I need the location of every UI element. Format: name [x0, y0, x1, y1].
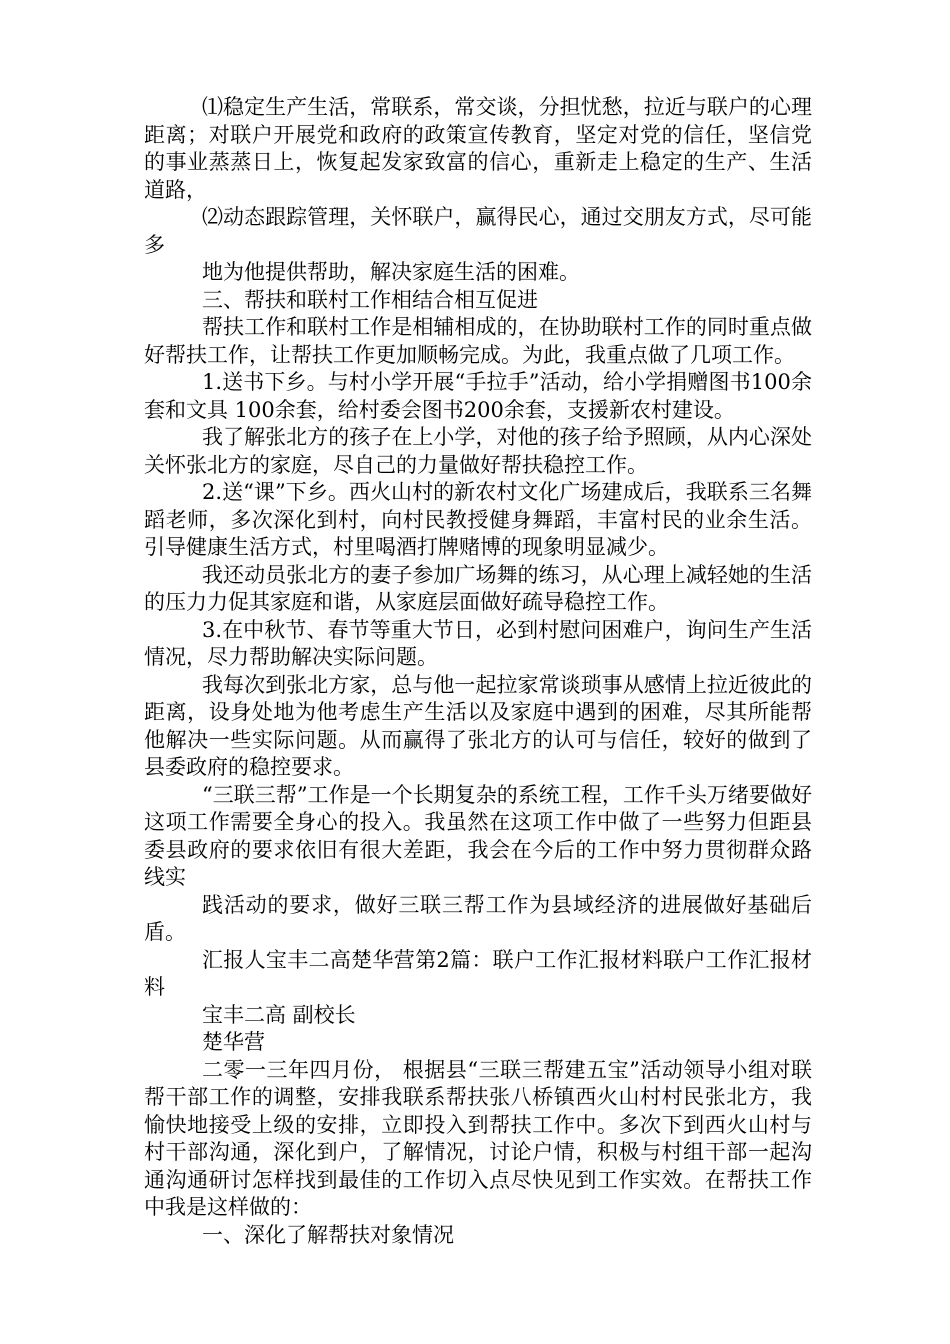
paragraph-12: “三联三帮”工作是一个长期复杂的系统工程，工作千头万绪要做好这项工作需要全身心的投入。我虽然在这项工作中做了一些努力但距县委县政府的要求依旧有很大差距，我会在今后的工作中努力贯彻群众路线实 [144, 782, 812, 889]
report-attribution: 汇报人宝丰二高楚华营第2篇：联户工作汇报材料联户工作汇报材料 [144, 947, 812, 999]
author-title: 宝丰二高 副校长 [202, 1002, 356, 1027]
paragraph-10: 3.在中秋节、春节等重大节日，必到村慰问困难户，询问生产生活情况，尽力帮助解决实际问题。 [144, 617, 812, 669]
paragraph-6: 1.送书下乡。与村小学开展“手拉手”活动，给小学捐赠图书100余套和文具 100余套，给村委会图书200余套，支援新农村建设。 [144, 370, 812, 422]
paragraph-13: 践活动的要求，做好三联三帮工作为县域经济的进展做好基础后盾。 [144, 892, 812, 944]
paragraph-3: 地为他提供帮助，解决家庭生活的困难。 [202, 260, 580, 284]
paragraph-7: 我了解张北方的孩子在上小学，对他的孩子给予照顾，从内心深处关怀张北方的家庭，尽自己的力量做好帮扶稳控工作。 [144, 425, 812, 477]
paragraph-9: 我还动员张北方的妻子参加广场舞的练习，从心理上减轻她的生活的压力力促其家庭和谐，从家庭层面做好疏导稳控工作。 [144, 562, 812, 614]
paragraph-5: 帮扶工作和联村工作是相辅相成的，在协助联村工作的同时重点做好帮扶工作，让帮扶工作更加顺畅完成。为此，我重点做了几项工作。 [144, 315, 812, 367]
paragraph-1: ⑴稳定生产生活，常联系，常交谈，分担忧愁，拉近与联户的心理距离；对联户开展党和政府的政策宣传教育，坚定对党的信任，坚信党的事业蒸蒸日上，恢复起发家致富的信心，重新走上稳定的生产、生活道路， [144, 95, 812, 202]
section-heading-1: 一、深化了解帮扶对象情况 [202, 1222, 454, 1247]
paragraph-2: ⑵动态跟踪管理，关怀联户，赢得民心，通过交朋友方式，尽可能多 [144, 205, 812, 257]
author-name: 楚华营 [202, 1030, 265, 1054]
paragraph-11: 我每次到张北方家，总与他一起拉家常谈琐事从感情上拉近彼此的距离，设身处地为他考虑生产生活以及家庭中遇到的困难，尽其所能帮他解决一些实际问题。从而赢得了张北方的认可与信任，较好的做到了县委政府的稳控要求。 [144, 672, 812, 779]
paragraph-17: 二零一三年四月份， 根据县“三联三帮建五宝”活动领导小组对联帮干部工作的调整，安排我联系帮扶张八桥镇西火山村村民张北方，我愉快地接受上级的安排，立即投入到帮扶工作中。多次下到西火山村与村干部沟通，深化到户，了解情况，讨论户情，积极与村组干部一起沟通沟通研讨怎样找到最佳的工作切入点尽快见到工作实效。在帮扶工作中我是这样做的： [144, 1057, 812, 1219]
paragraph-8: 2.送“课”下乡。西火山村的新农村文化广场建成后，我联系三名舞蹈老师，多次深化到村，向村民教授健身舞蹈，丰富村民的业余生活。引导健康生活方式，村里喝酒打牌赌博的现象明显减少。 [144, 480, 812, 559]
section-heading-3: 三、帮扶和联村工作相结合相互促进 [202, 287, 538, 312]
document-body [144, 94, 812, 1249]
